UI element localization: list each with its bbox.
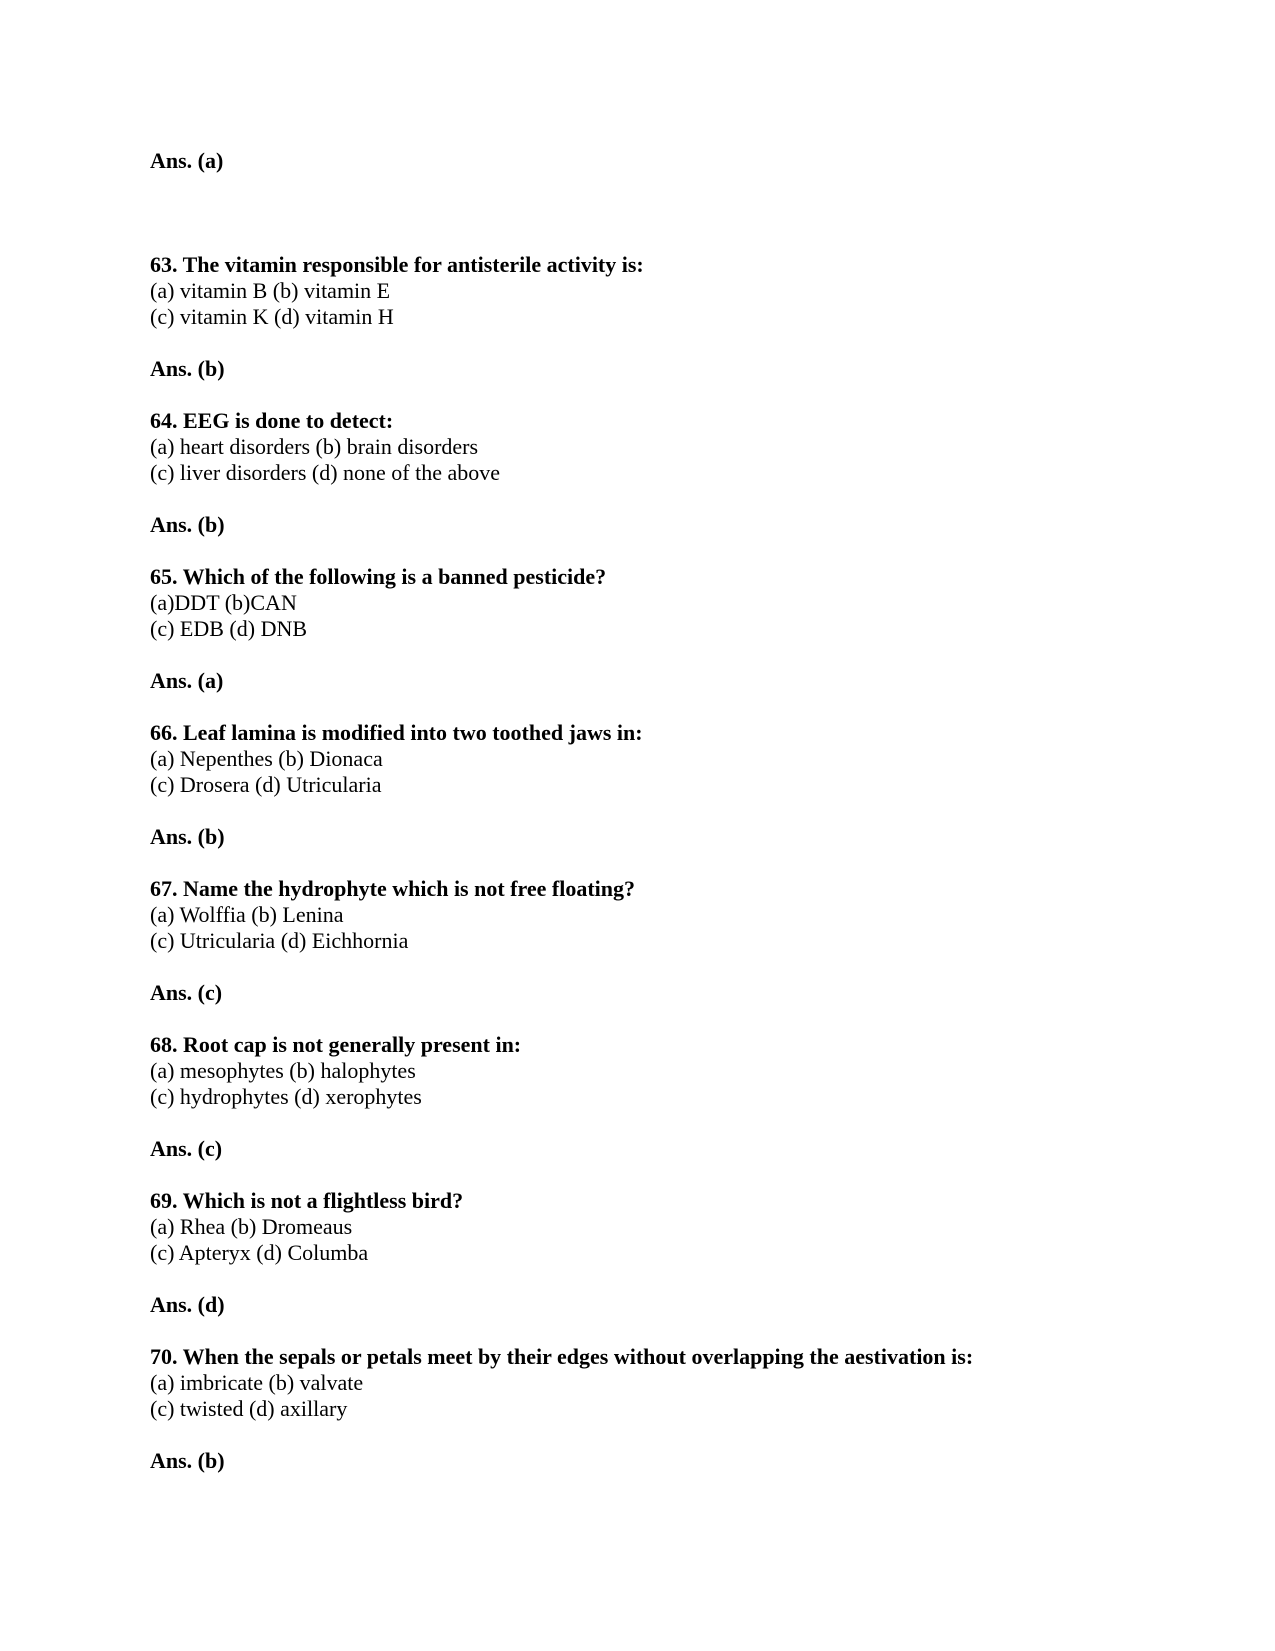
question-70: 70. When the sepals or petals meet by their edges without overlapping the aestivation is: — [150, 1344, 974, 1369]
question-68: 68. Root cap is not generally present in: — [150, 1032, 522, 1057]
answer-70: Ans. (b) — [150, 1448, 225, 1473]
answer-69: Ans. (d) — [150, 1292, 225, 1317]
document-page — [150, 148, 1230, 1474]
question-65: 65. Which of the following is a banned pesticide? — [150, 564, 607, 589]
question-64: 64. EEG is done to detect: — [150, 408, 394, 433]
question-67: 67. Name the hydrophyte which is not free floating? — [150, 876, 636, 901]
options-66-line2: (c) Drosera (d) Utricularia — [150, 772, 382, 797]
options-67-line1: (a) Wolffia (b) Lenina — [150, 902, 344, 927]
options-65-line1: (a)DDT (b)CAN — [150, 590, 297, 615]
answer-67: Ans. (c) — [150, 980, 223, 1005]
options-64-line2: (c) liver disorders (d) none of the above — [150, 460, 501, 485]
answer-65: Ans. (a) — [150, 668, 224, 693]
options-70-line1: (a) imbricate (b) valvate — [150, 1370, 364, 1395]
answer-63: Ans. (b) — [150, 356, 225, 381]
answer-64: Ans. (b) — [150, 512, 225, 537]
options-65-line2: (c) EDB (d) DNB — [150, 616, 308, 641]
options-64-line1: (a) heart disorders (b) brain disorders — [150, 434, 479, 459]
options-68-line2: (c) hydrophytes (d) xerophytes — [150, 1084, 422, 1109]
options-70-line2: (c) twisted (d) axillary — [150, 1396, 348, 1421]
options-68-line1: (a) mesophytes (b) halophytes — [150, 1058, 416, 1083]
options-66-line1: (a) Nepenthes (b) Dionaca — [150, 746, 383, 771]
options-67-line2: (c) Utricularia (d) Eichhornia — [150, 928, 409, 953]
answer-62: Ans. (a) — [150, 148, 224, 173]
question-66: 66. Leaf lamina is modified into two toothed jaws in: — [150, 720, 643, 745]
options-63-line2: (c) vitamin K (d) vitamin H — [150, 304, 394, 329]
options-69-line2: (c) Apteryx (d) Columba — [150, 1240, 369, 1265]
answer-66: Ans. (b) — [150, 824, 225, 849]
question-63: 63. The vitamin responsible for antisterile activity is: — [150, 252, 644, 277]
answer-68: Ans. (c) — [150, 1136, 223, 1161]
options-63-line1: (a) vitamin B (b) vitamin E — [150, 278, 391, 303]
question-69: 69. Which is not a flightless bird? — [150, 1188, 464, 1213]
options-69-line1: (a) Rhea (b) Dromeaus — [150, 1214, 353, 1239]
